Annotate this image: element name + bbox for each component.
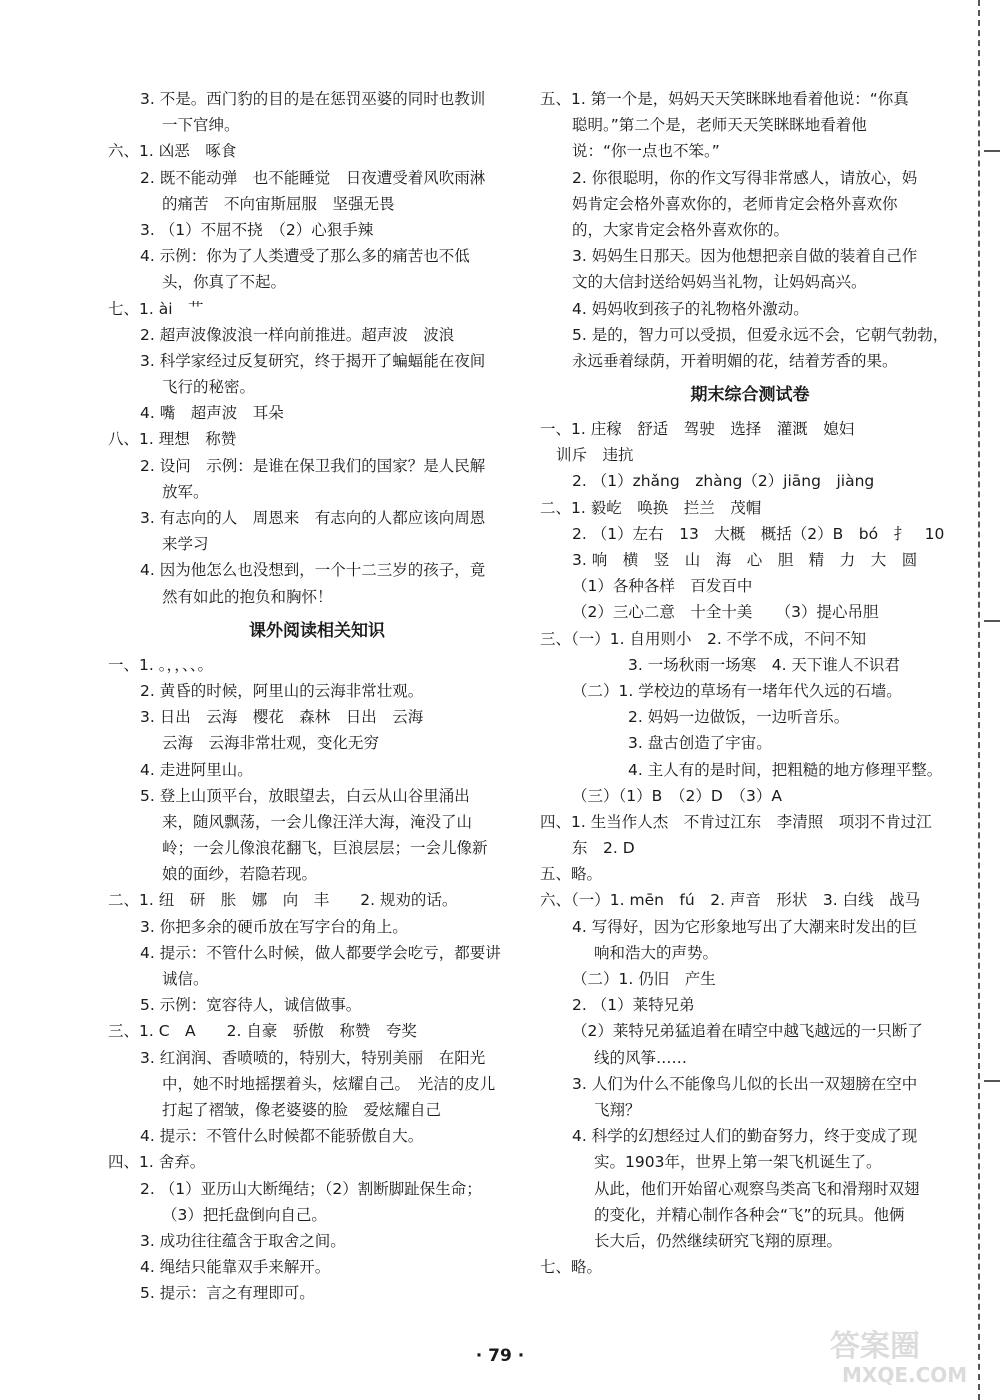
answer-line: 从此，他们开始留心观察鸟类高飞和滑翔时双翅 bbox=[594, 1179, 920, 1198]
answer-line: 线的风筝…… bbox=[594, 1048, 688, 1067]
answer-line: 诚信。 bbox=[162, 970, 209, 988]
answer-line: 四、1. 生当作人杰 不肯过江东 李清照 项羽不肯过江 bbox=[540, 812, 932, 831]
answer-line: 来学习 bbox=[162, 535, 209, 554]
answer-line: 4. 示例：你为了人类遭受了那么多的痛苦也不低 bbox=[140, 247, 470, 266]
answer-line: 2. （1）zhǎng zhàng（2）jiāng jiàng bbox=[572, 472, 875, 491]
edge-tick bbox=[984, 1080, 1000, 1082]
watermark-logo bbox=[800, 1324, 990, 1386]
section-heading: 课外阅读相关知识 bbox=[249, 620, 385, 641]
binding-dashed-line bbox=[978, 0, 980, 1400]
edge-tick bbox=[984, 620, 1000, 622]
answer-line: 八、1. 理想 称赞 bbox=[108, 430, 237, 449]
answer-line: （三）（1）B （2）D （3）A bbox=[572, 786, 783, 805]
answer-line: 3. 不是。西门豹的目的是在惩罚巫婆的同时也教训 bbox=[140, 90, 486, 108]
answer-line: 5. 登上山顶平台，放眼望去，白云从山谷里涌出 bbox=[140, 786, 470, 805]
answer-line: 2. 既不能动弹 也不能睡觉 日夜遭受着风吹雨淋 bbox=[140, 168, 486, 187]
watermark-text-en: MXQE.COM bbox=[842, 1363, 968, 1386]
answer-line: 3. 科学家经过反复研究，终于揭开了蝙蝠能在夜间 bbox=[140, 351, 486, 370]
answer-line: 中，她不时地摇摆着头，炫耀自己。 光洁的皮儿 bbox=[162, 1074, 496, 1093]
answer-line: 聪明。”第二个是，老师天天笑眯眯地看着他 bbox=[572, 116, 867, 135]
edge-tick bbox=[984, 150, 1000, 152]
answer-line: 3. 盘古创造了宇宙。 bbox=[628, 734, 772, 753]
answer-line: 的变化，并精心制作各种会“飞”的玩具。他俩 bbox=[594, 1205, 905, 1224]
answer-line: 2. 设问 示例：是谁在保卫我们的国家？是人民解 bbox=[140, 456, 486, 475]
answer-line: 六、（一）1. mēn fú 2. 声音 形状 3. 白线 战马 bbox=[540, 891, 921, 910]
answer-line: 飞行的秘密。 bbox=[162, 378, 256, 397]
answer-line: 4. 提示：不管什么时候都不能骄傲自大。 bbox=[140, 1127, 424, 1146]
answer-line: 四、1. 舍弃。 bbox=[108, 1153, 206, 1172]
answer-line: 4. 嘴 超声波 耳朵 bbox=[140, 404, 284, 423]
answer-line: 一、1. 。，，、、。 bbox=[108, 655, 213, 674]
answer-line: 来，随风飘荡，一会儿像汪洋大海，淹没了山 bbox=[162, 812, 473, 831]
answer-line: （3）把托盘倒向自己。 bbox=[162, 1205, 327, 1224]
answer-line: 的，大家肯定会格外喜欢你的。 bbox=[572, 220, 790, 239]
answer-line: 六、1. 凶恶 啄食 bbox=[108, 142, 237, 161]
answer-line: 二、1. 纽 研 胀 娜 向 丰 2. 规劝的话。 bbox=[108, 891, 458, 910]
page-number: · 79 · bbox=[475, 1346, 525, 1366]
answer-line: 训斥 违抗 bbox=[556, 446, 634, 465]
answer-line: 4. 走进阿里山。 bbox=[140, 760, 253, 779]
answer-line: 的痛苦 不向宙斯屈服 坚强无畏 bbox=[162, 194, 395, 213]
answer-line: 长大后，仍然继续研究飞翔的原理。 bbox=[594, 1231, 843, 1250]
answer-line: 3. 日出 云海 樱花 森林 日出 云海 bbox=[140, 708, 424, 727]
answer-line: 3. 红润润、香喷喷的，特别大，特别美丽 在阳光 bbox=[140, 1048, 486, 1067]
answer-line: 5. 提示：言之有理即可。 bbox=[140, 1284, 315, 1303]
answer-line: 3. 有志向的人 周恩来 有志向的人都应该向周恩 bbox=[140, 509, 486, 527]
answer-line: 4. 写得好，因为它形象地写出了大潮来时发出的巨 bbox=[572, 917, 918, 936]
watermark-text-cn: 答案圈 bbox=[830, 1329, 920, 1364]
answer-line: 3. 一场秋雨一场寒 4. 天下谁人不识君 bbox=[628, 655, 900, 674]
answer-line: 娘的面纱，若隐若现。 bbox=[162, 865, 318, 884]
answer-line: 4. 提示：不管什么时候，做人都要学会吃亏，都要讲 bbox=[140, 943, 501, 962]
answer-line: 打起了褶皱，像老婆婆的脸 爱炫耀自己 bbox=[162, 1100, 442, 1119]
answer-line: 头，你真了不起。 bbox=[162, 273, 287, 292]
answer-line: 3. 成功往往蕴含于取舍之间。 bbox=[140, 1231, 346, 1250]
answer-line: 说：“你一点也不笨。” bbox=[572, 142, 720, 161]
answer-line: 云海 云海非常壮观，变化无穷 bbox=[162, 734, 380, 753]
answer-line: 4. 因为他怎么也没想到，一个十二三岁的孩子，竟 bbox=[140, 561, 486, 580]
answer-line: 响和浩大的声势。 bbox=[594, 943, 719, 962]
answer-line: （二）1. 学校边的草场有一堵年代久远的石墙。 bbox=[572, 681, 902, 700]
answer-line: 2. 黄昏的时候，阿里山的云海非常壮观。 bbox=[140, 681, 424, 700]
answer-line: （2）莱特兄弟猛追着在晴空中越飞越远的一只断了 bbox=[572, 1022, 923, 1041]
answer-line: 飞翔？ bbox=[594, 1100, 641, 1119]
answer-line: 3. 人们为什么不能像鸟儿似的长出一双翅膀在空中 bbox=[572, 1074, 918, 1093]
answer-line: 妈肯定会格外喜欢你的，老师肯定会格外喜欢你 bbox=[572, 194, 898, 213]
answer-line: 3. 响 横 竖 山 海 心 胆 精 力 大 圆 bbox=[572, 551, 918, 569]
answer-line: 永远垂着绿荫，开着明媚的花，结着芳香的果。 bbox=[572, 351, 898, 370]
answer-line: 七、1. ài 艹 bbox=[108, 299, 204, 318]
answer-line: 4. 妈妈收到孩子的礼物格外激动。 bbox=[572, 299, 809, 318]
answer-line: 一下官绅。 bbox=[162, 116, 240, 135]
answer-line: 3. （1）不屈不挠 （2）心狠手辣 bbox=[140, 220, 374, 239]
answer-line: 东 2. D bbox=[572, 839, 635, 858]
answer-line: 七、略。 bbox=[540, 1258, 603, 1277]
answer-line: 2. 超声波像波浪一样向前推进。超声波 波浪 bbox=[140, 325, 455, 344]
answer-line: 3. 你把多余的硬币放在写字台的角上。 bbox=[140, 917, 408, 936]
answer-line: 放军。 bbox=[162, 482, 209, 501]
answer-line: 2. （1）莱特兄弟 bbox=[572, 996, 695, 1015]
answer-line: 五、1. 第一个是，妈妈天天笑眯眯地看着他说：“你真 bbox=[540, 90, 909, 108]
answer-line: 2. （1）亚历山大断绳结；（2）割断脚趾保生命； bbox=[140, 1179, 482, 1198]
answer-line: （1）各种各样 百发百中 bbox=[572, 577, 753, 596]
answer-line: 4. 科学的幻想经过人们的勤奋努力，终于变成了现 bbox=[572, 1127, 918, 1146]
answer-line: 3. 妈妈生日那天。因为他想把亲自做的装着自己作 bbox=[572, 247, 918, 266]
answer-line: 二、1. 毅屹 唤换 拦兰 茂帽 bbox=[540, 498, 762, 517]
answer-line: 文的大信封送给妈妈当礼物，让妈妈高兴。 bbox=[572, 273, 867, 292]
answer-line: （2）三心二意 十全十美 （3）提心吊胆 bbox=[572, 603, 879, 622]
answer-line: 4. 绳结只能靠双手来解开。 bbox=[140, 1258, 331, 1277]
answer-line: 5. 是的，智力可以受损，但爱永远不会，它朝气勃勃， bbox=[572, 325, 949, 344]
answer-line: 一、1. 庄稼 舒适 驾驶 选择 灌溉 媳妇 bbox=[540, 420, 855, 439]
answer-line: 2. 你很聪明，你的作文写得非常感人，请放心，妈 bbox=[572, 168, 918, 187]
answer-line: 三、1. C A 2. 自豪 骄傲 称赞 夸奖 bbox=[108, 1022, 417, 1041]
answer-line: 2. （1）左右 13 大概 概括（2）B bó 扌 10 bbox=[572, 524, 945, 543]
answer-line: 2. 妈妈一边做饭，一边听音乐。 bbox=[628, 708, 850, 727]
answer-line: 岭；一会儿像浪花翻飞，巨浪层层；一会儿像新 bbox=[162, 839, 488, 858]
answer-line: 4. 主人有的是时间，把粗糙的地方修理平整。 bbox=[628, 760, 943, 779]
answer-line: 然有如此的抱负和胸怀！ bbox=[162, 587, 333, 606]
answer-line: 三、（一）1. 自用则小 2. 不学不成，不问不知 bbox=[540, 629, 867, 648]
left-column bbox=[108, 86, 526, 1306]
answer-line: （二）1. 仍旧 产生 bbox=[572, 970, 716, 988]
answer-line: 五、略。 bbox=[540, 865, 603, 884]
answer-line: 实。1903年，世界上第一架飞机诞生了。 bbox=[594, 1153, 882, 1172]
right-column bbox=[540, 86, 960, 1280]
section-heading: 期末综合测试卷 bbox=[690, 385, 810, 406]
answer-line: 5. 示例：宽容待人，诚信做事。 bbox=[140, 996, 362, 1015]
